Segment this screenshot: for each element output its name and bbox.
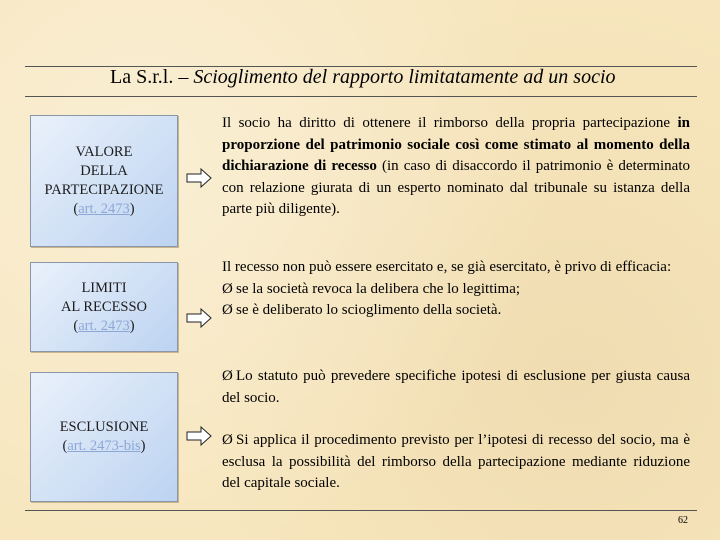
arrow-bullet-icon: Ø	[222, 368, 233, 384]
text-esclusione-1	[222, 366, 690, 409]
arrow-bullet-icon: Ø	[222, 302, 233, 318]
article-link[interactable]: art. 2473	[78, 201, 130, 217]
page-title: La S.r.l. – Scioglimento del rapporto limitatamente ad un socio	[110, 66, 616, 88]
list-item: Ø Lo statuto può prevedere specifiche ipotesi di esclusione per giusta causa del socio.	[222, 368, 690, 406]
list-item: Ø se è deliberato lo scioglimento della società.	[222, 300, 690, 322]
recesso-intro: Il recesso non può essere esercitato e, se già esercitato, è privo di efficacia:	[222, 259, 672, 275]
arrow-bullet-icon: Ø	[222, 432, 233, 448]
box-line: PARTECIPAZIONE	[44, 182, 164, 198]
text-limiti-recesso	[222, 257, 690, 322]
box-line: VALORE	[75, 144, 133, 160]
bottom-rule	[25, 510, 697, 511]
box-esclusione	[30, 372, 178, 502]
text-valore-partecipazione: Il socio ha diritto di ottenere il rimborso della propria partecipazione in proporzione del patrimonio sociale così come stimato al momento della dichiarazione di recesso (in caso di disaccordo il patrimonio è determinato con relazione giurata di un esperto nominato dal tribunale su istanza della parte più diligente).	[222, 115, 690, 217]
arrow-icon	[186, 426, 212, 446]
article-link[interactable]: art. 2473-bis	[67, 438, 141, 454]
page-number: 62	[678, 515, 688, 526]
box-limiti-recesso	[30, 262, 178, 352]
article-reference: (art. 2473-bis)	[62, 438, 146, 454]
article-reference: (art. 2473)	[73, 317, 135, 334]
arrow-bullet-icon: Ø	[222, 280, 233, 297]
arrow-icon	[186, 168, 212, 188]
title-underline	[25, 96, 697, 97]
list-item: Ø Si applica il procedimento previsto per l’ipotesi di recesso del socio, ma è esclusa la possibilità del rimborso della partecipazione mediante riduzione del capitale sociale.	[222, 432, 690, 491]
list-item: Ø se la società revoca la delibera che lo legittima;	[222, 279, 690, 301]
box-valore-partecipazione	[30, 115, 178, 247]
article-link[interactable]: art. 2473	[78, 317, 130, 334]
box-line: LIMITI	[81, 279, 127, 296]
box-line: ESCLUSIONE	[59, 419, 149, 435]
arrow-icon	[186, 308, 212, 328]
text-esclusione-2	[222, 430, 690, 495]
article-reference: (art. 2473)	[73, 201, 135, 217]
box-line: AL RECESSO	[60, 298, 148, 315]
box-line: DELLA	[80, 163, 128, 179]
